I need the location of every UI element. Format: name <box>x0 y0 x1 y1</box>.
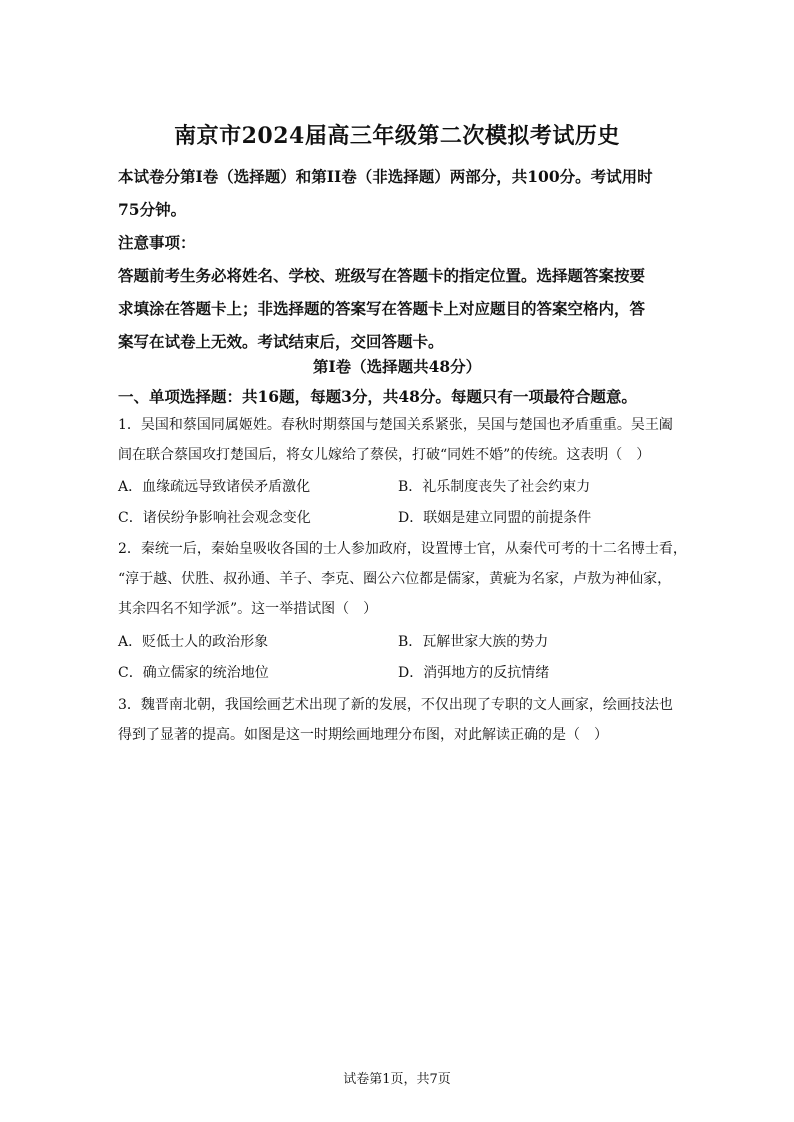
exam-instructions <box>118 160 678 358</box>
question-1-option-d: D．联姻是建立同盟的前提条件 <box>398 510 592 526</box>
page-footer: 试卷第1页，共7页 <box>343 1072 451 1087</box>
instructions-line: 本试卷分第I卷（选择题）和第II卷（非选择题）两部分，共100分。考试用时 <box>118 167 653 186</box>
question-text-line: 2．秦统一后，秦始皇吸收各国的士人参加政府，设置博士官，从秦代可考的十二名博士看， <box>118 541 687 557</box>
question-3 <box>118 690 678 750</box>
question-text-line: 3．魏晋南北朝，我国绘画艺术出现了新的发展，不仅出现了专职的文人画家，绘画技法也 <box>118 697 673 713</box>
part-title: 一、单项选择题：共16题，每题3分，共48分。每题只有一项最符合题意。 <box>118 387 637 406</box>
question-text-line: 1．吴国和蔡国同属姬姓。春秋时期蔡国与楚国关系紧张，吴国与楚国也矛盾重重。吴王阖 <box>118 417 673 433</box>
question-2 <box>118 534 687 624</box>
question-text-line: “淳于越、伏胜、叔孙通、羊子、李克、圈公六位都是儒家，黄疵为名家，卢敖为神仙家， <box>118 571 672 587</box>
section-title: 第I卷（选择题共48分） <box>312 357 482 376</box>
question-2-option-a: A．贬低士人的政治形象 <box>118 634 269 650</box>
notice-line: 求填涂在答题卡上；非选择题的答案写在答题卡上对应题目的答案空格内，答 <box>118 299 646 318</box>
instructions-line: 75分钟。 <box>118 200 187 219</box>
question-text-line: 得到了显著的提高。如图是这一时期绘画地理分布图，对此解读正确的是（ ） <box>118 727 608 743</box>
notice-line: 答题前考生务必将姓名、学校、班级写在答题卡的指定位置。选择题答案按要 <box>118 266 646 285</box>
question-text-line: 闾在联合蔡国攻打楚国后，将女儿嫁给了蔡侯，打破“同姓不婚”的传统。这表明（ ） <box>118 447 651 463</box>
question-2-option-b: B．瓦解世家大族的势力 <box>398 634 549 650</box>
page-title: 南京市2024届高三年级第二次模拟考试历史 <box>174 123 620 149</box>
question-1-option-c: C．诸侯纷争影响社会观念变化 <box>118 510 311 526</box>
question-text-line: 其余四名不知学派”。这一举措试图（ ） <box>118 601 378 617</box>
question-1 <box>118 410 678 470</box>
question-1-option-a: A．血缘疏远导致诸侯矛盾激化 <box>118 479 311 495</box>
question-2-option-d: D．消弭地方的反抗情绪 <box>398 665 550 681</box>
question-1-option-b: B．礼乐制度丧失了社会约束力 <box>398 479 591 495</box>
notice-line: 案写在试卷上无效。考试结束后，交回答题卡。 <box>118 332 444 351</box>
notice-label: 注意事项： <box>118 233 196 252</box>
question-2-option-c: C．确立儒家的统治地位 <box>118 665 269 681</box>
